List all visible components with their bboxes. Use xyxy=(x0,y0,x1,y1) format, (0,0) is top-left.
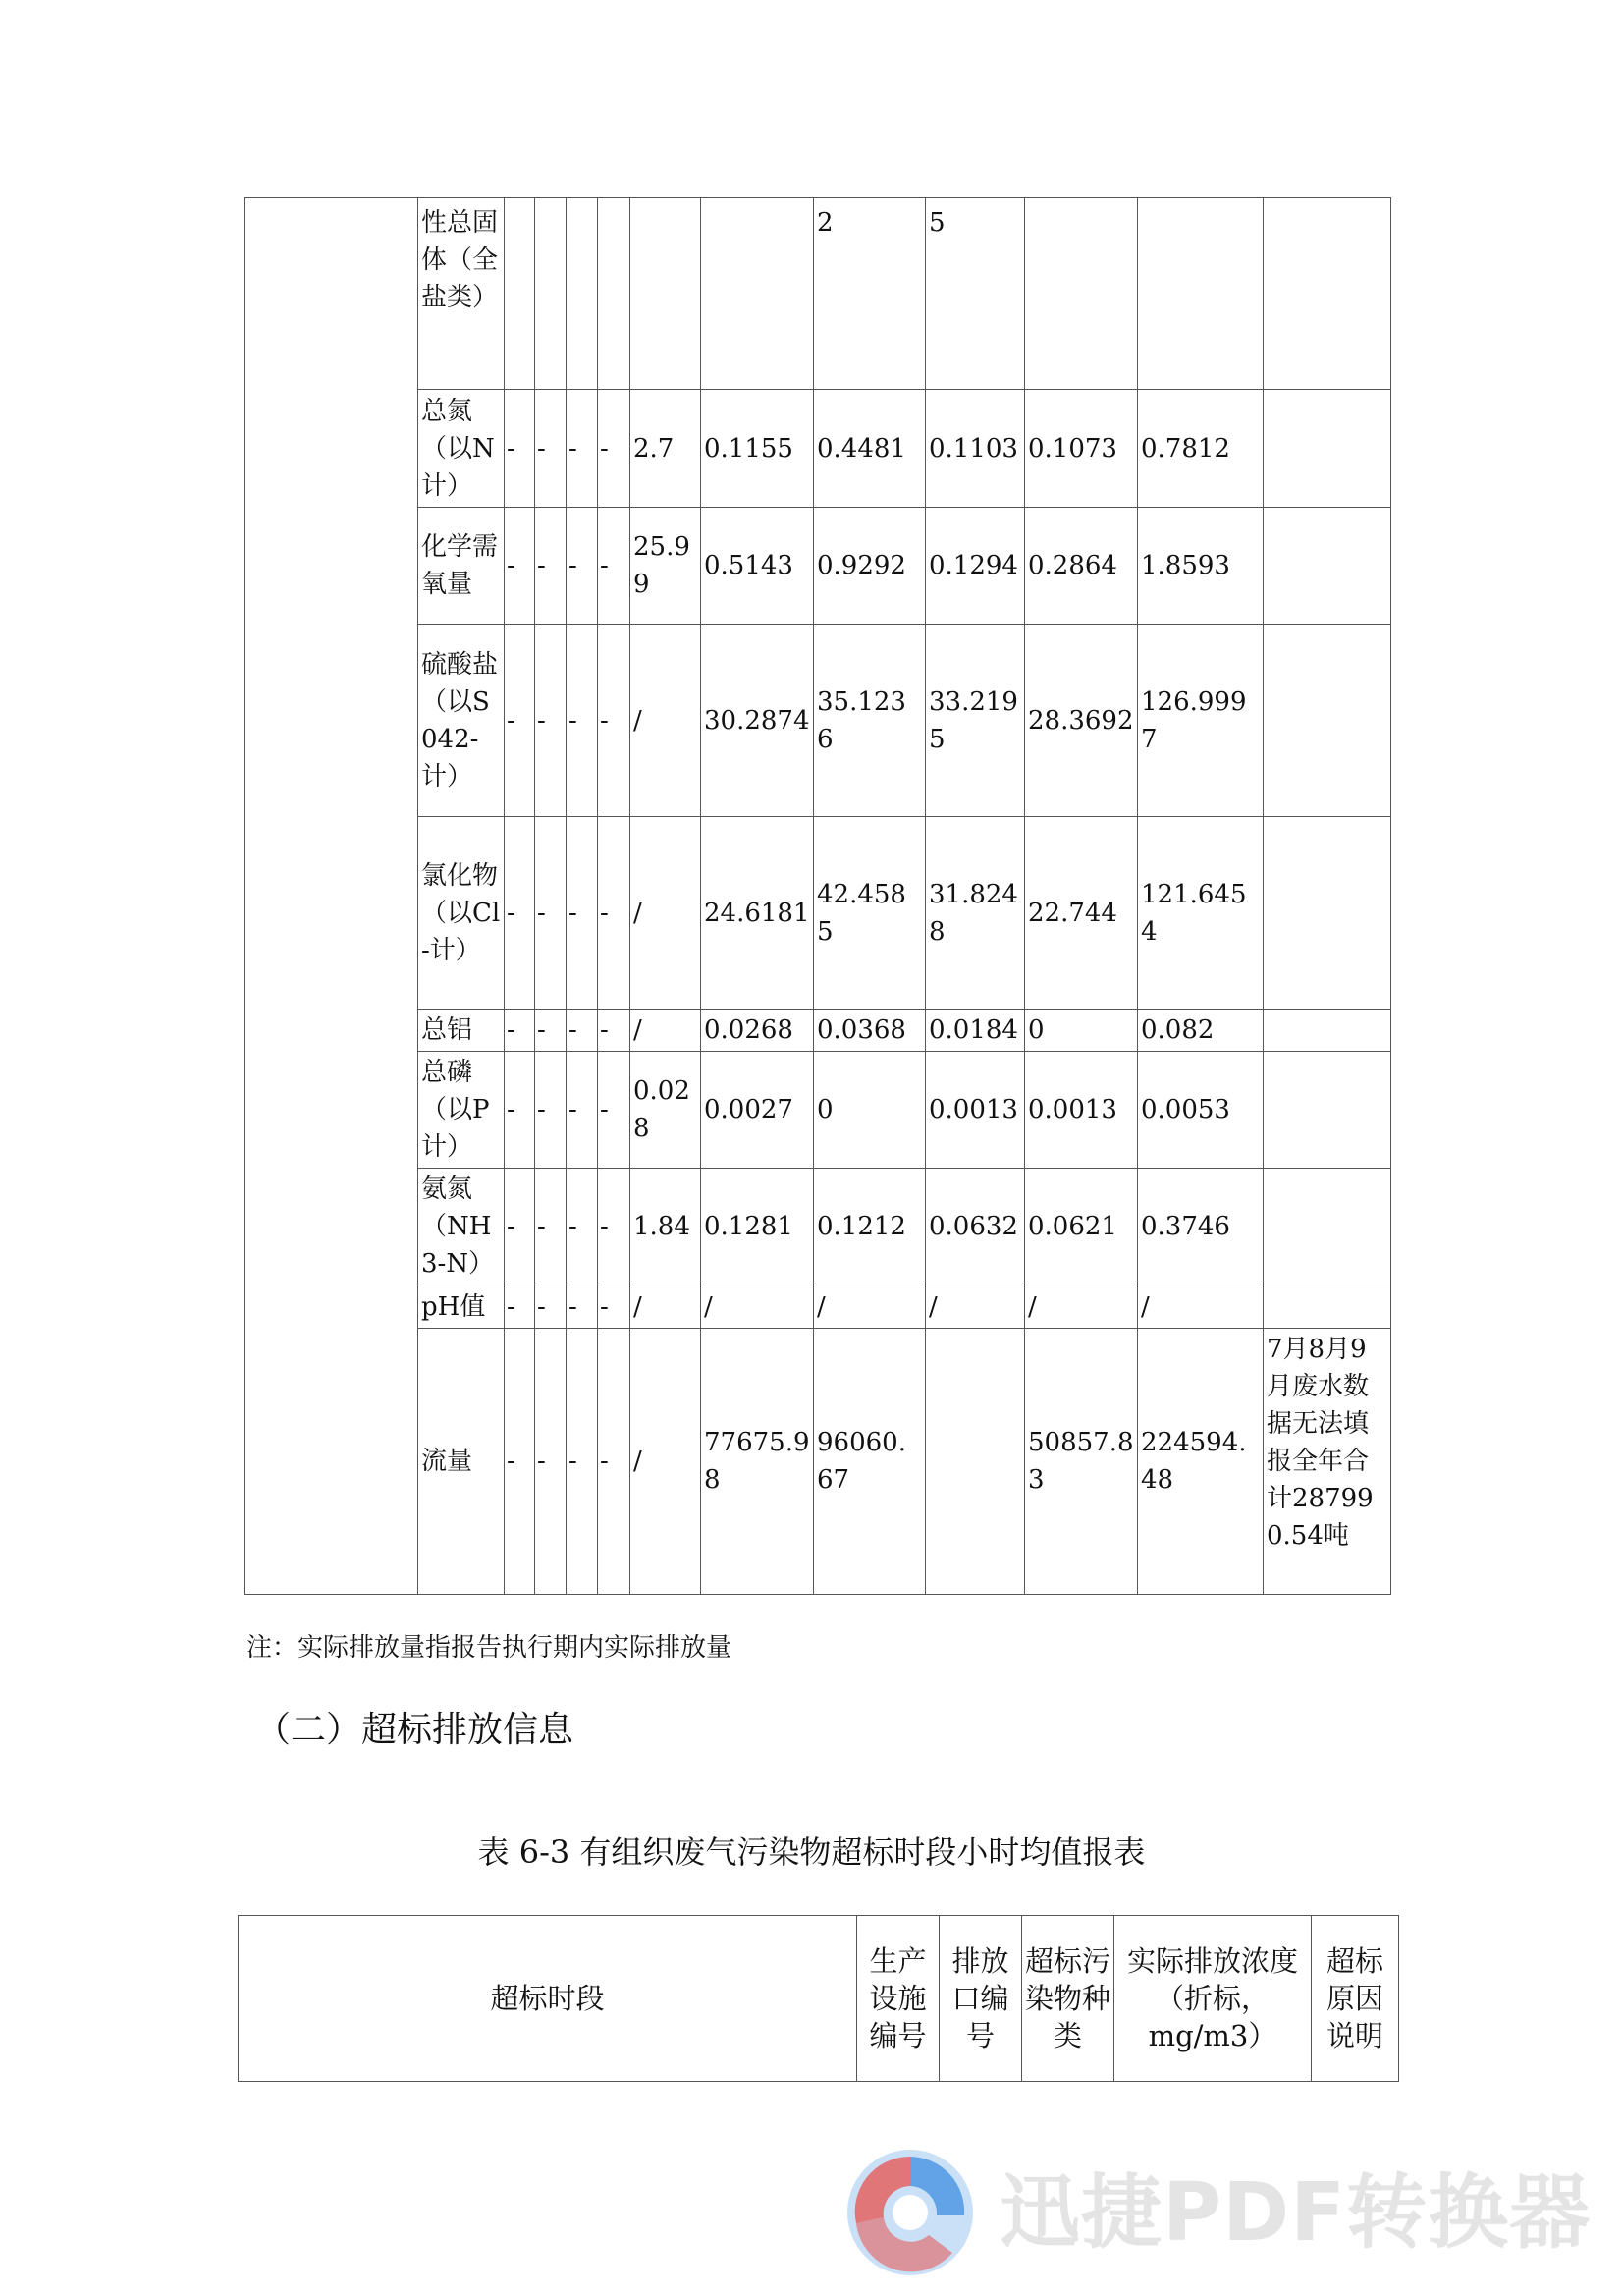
table-cell: - xyxy=(505,1329,535,1595)
table-cell: 0.1155 xyxy=(701,390,814,508)
table-cell: - xyxy=(567,1285,598,1329)
table-cell: 0.1103 xyxy=(926,390,1025,508)
table-cell: / xyxy=(1025,1285,1138,1329)
table-row xyxy=(245,1052,1391,1169)
table-cell: 0.3746 xyxy=(1138,1169,1264,1285)
table-cell: / xyxy=(701,1285,814,1329)
table-cell: - xyxy=(598,1052,630,1169)
table-cell xyxy=(1138,198,1264,390)
table-cell: - xyxy=(505,508,535,625)
table-cell: 28.3692 xyxy=(1025,625,1138,817)
table-cell: 0.082 xyxy=(1138,1010,1264,1052)
column-header: 排放口编号 xyxy=(940,1916,1022,2082)
table-cell xyxy=(701,198,814,390)
table-cell: - xyxy=(567,390,598,508)
column-header: 超标原因说明 xyxy=(1312,1916,1399,2082)
table-cell: 24.6181 xyxy=(701,817,814,1010)
table-cell: 2 xyxy=(814,198,926,390)
table-cell xyxy=(567,198,598,390)
column-header: 超标时段 xyxy=(239,1916,857,2082)
table-footnote: 注：实际排放量指报告执行期内实际排放量 xyxy=(246,1633,732,1663)
table-row xyxy=(245,1010,1391,1052)
pdf-converter-logo-icon xyxy=(844,2147,976,2278)
table-cell: 0.7812 xyxy=(1138,390,1264,508)
table-cell: 0.0368 xyxy=(814,1010,926,1052)
table-cell: 2.7 xyxy=(630,390,701,508)
table-cell: - xyxy=(567,1329,598,1595)
column-header: 生产设施编号 xyxy=(857,1916,940,2082)
table-cell: / xyxy=(1138,1285,1264,1329)
table-cell: - xyxy=(535,625,567,817)
table-cell: - xyxy=(598,1329,630,1595)
table-cell xyxy=(630,198,701,390)
table-cell: - xyxy=(535,1329,567,1595)
table-cell xyxy=(1264,1285,1391,1329)
table-cell: - xyxy=(505,625,535,817)
table-cell: 25.99 xyxy=(630,508,701,625)
table-cell: 0.0632 xyxy=(926,1169,1025,1285)
table-row xyxy=(245,1329,1391,1595)
exceedance-table xyxy=(238,1915,1399,2082)
table-cell xyxy=(1264,508,1391,625)
watermark xyxy=(844,2147,1591,2280)
emission-data-table xyxy=(244,197,1391,1595)
table-cell: - xyxy=(567,1052,598,1169)
table-cell: 77675.98 xyxy=(701,1329,814,1595)
table-cell: - xyxy=(505,1169,535,1285)
table-cell: 0.028 xyxy=(630,1052,701,1169)
table-row xyxy=(245,1285,1391,1329)
column-header: 超标污染物种类 xyxy=(1022,1916,1114,2082)
table-cell: / xyxy=(814,1285,926,1329)
table-cell: 0.2864 xyxy=(1025,508,1138,625)
table-cell: - xyxy=(535,390,567,508)
table-header-row xyxy=(239,1916,1399,2082)
pollutant-name-cell: 化学需氧量 xyxy=(418,508,505,625)
table-cell: - xyxy=(535,1285,567,1329)
table-cell xyxy=(1264,625,1391,817)
table-cell: 96060.67 xyxy=(814,1329,926,1595)
merged-category-cell xyxy=(245,198,418,1595)
table-cell: 0.0013 xyxy=(1025,1052,1138,1169)
table-cell: 0 xyxy=(814,1052,926,1169)
table-cell: - xyxy=(505,817,535,1010)
pollutant-name-cell: 硫酸盐（以S042-计） xyxy=(418,625,505,817)
table-cell: - xyxy=(535,508,567,625)
table-cell: 0.0053 xyxy=(1138,1052,1264,1169)
table-cell xyxy=(1264,198,1391,390)
table-cell: 33.2195 xyxy=(926,625,1025,817)
table-cell: - xyxy=(598,390,630,508)
table-cell: - xyxy=(505,1010,535,1052)
table-cell: 50857.83 xyxy=(1025,1329,1138,1595)
table-cell: 1.8593 xyxy=(1138,508,1264,625)
table-row xyxy=(245,1169,1391,1285)
table-cell: - xyxy=(505,1052,535,1169)
table-cell: - xyxy=(598,1169,630,1285)
table-cell: 0.1073 xyxy=(1025,390,1138,508)
pollutant-name-cell: 总铝 xyxy=(418,1010,505,1052)
table-cell: - xyxy=(567,1169,598,1285)
table-cell xyxy=(505,198,535,390)
table-cell: 0.1281 xyxy=(701,1169,814,1285)
watermark-text: 迅捷PDF转换器 xyxy=(1000,2166,1592,2260)
pollutant-name-cell: 总磷（以P计） xyxy=(418,1052,505,1169)
table-cell: / xyxy=(630,1010,701,1052)
table-cell xyxy=(926,1329,1025,1595)
table-row xyxy=(245,817,1391,1010)
table-cell: / xyxy=(630,1285,701,1329)
table-cell xyxy=(1264,1052,1391,1169)
table-cell: 0.1212 xyxy=(814,1169,926,1285)
table-cell: - xyxy=(567,625,598,817)
table-cell: - xyxy=(598,625,630,817)
table-cell xyxy=(1264,1010,1391,1052)
table-cell: 35.1236 xyxy=(814,625,926,817)
table-cell: - xyxy=(567,817,598,1010)
table-cell: - xyxy=(535,1010,567,1052)
table-cell: / xyxy=(630,817,701,1010)
table-cell: 224594.48 xyxy=(1138,1329,1264,1595)
table-cell: 0.4481 xyxy=(814,390,926,508)
table-cell xyxy=(1264,390,1391,508)
table-row xyxy=(245,508,1391,625)
table-cell: - xyxy=(567,508,598,625)
table-cell: - xyxy=(505,390,535,508)
pollutant-name-cell: 氨氮（NH3-N） xyxy=(418,1169,505,1285)
table-cell: 30.2874 xyxy=(701,625,814,817)
table-cell xyxy=(1025,198,1138,390)
column-header: 实际排放浓度（折标，mg/m3） xyxy=(1114,1916,1312,2082)
table-cell: - xyxy=(567,1010,598,1052)
table-cell: 121.6454 xyxy=(1138,817,1264,1010)
section-heading: （二）超标排放信息 xyxy=(255,1710,574,1750)
table-cell: - xyxy=(598,1010,630,1052)
table-cell xyxy=(1264,817,1391,1010)
table-cell: - xyxy=(505,1285,535,1329)
table-row xyxy=(245,390,1391,508)
pollutant-name-cell: 氯化物（以Cl-计） xyxy=(418,817,505,1010)
table-cell: 0.0268 xyxy=(701,1010,814,1052)
table-cell: 1.84 xyxy=(630,1169,701,1285)
table-cell: 31.8248 xyxy=(926,817,1025,1010)
table-cell xyxy=(1264,1169,1391,1285)
table-cell: - xyxy=(535,1169,567,1285)
pollutant-name-cell: 流量 xyxy=(418,1329,505,1595)
table-caption: 表 6-3 有组织废气污染物超标时段小时均值报表 xyxy=(477,1833,1146,1871)
table-cell: - xyxy=(598,508,630,625)
table-row xyxy=(245,625,1391,817)
table-cell: 0.5143 xyxy=(701,508,814,625)
table-cell: - xyxy=(535,1052,567,1169)
table-cell: 0.0013 xyxy=(926,1052,1025,1169)
table-cell: / xyxy=(926,1285,1025,1329)
table-cell: / xyxy=(630,1329,701,1595)
table-cell: 0.1294 xyxy=(926,508,1025,625)
table-cell: / xyxy=(630,625,701,817)
table-cell: 0.0621 xyxy=(1025,1169,1138,1285)
table-cell: 0.0027 xyxy=(701,1052,814,1169)
pollutant-name-cell: 总氮（以N计） xyxy=(418,390,505,508)
pollutant-name-cell: 性总固体（全盐类） xyxy=(418,198,505,390)
pollutant-name-cell: pH值 xyxy=(418,1285,505,1329)
table-cell: 0.9292 xyxy=(814,508,926,625)
table-cell: 5 xyxy=(926,198,1025,390)
table-cell xyxy=(535,198,567,390)
table-cell: 0 xyxy=(1025,1010,1138,1052)
table-cell: 0.0184 xyxy=(926,1010,1025,1052)
table-cell: 22.744 xyxy=(1025,817,1138,1010)
table-row xyxy=(245,198,1391,390)
table-cell: 126.9997 xyxy=(1138,625,1264,817)
remark-cell: 7月8月9月废水数据无法填报全年合计287990.54吨 xyxy=(1264,1329,1391,1595)
table-cell xyxy=(598,198,630,390)
table-cell: - xyxy=(535,817,567,1010)
table-cell: - xyxy=(598,817,630,1010)
table-cell: 42.4585 xyxy=(814,817,926,1010)
table-cell: - xyxy=(598,1285,630,1329)
